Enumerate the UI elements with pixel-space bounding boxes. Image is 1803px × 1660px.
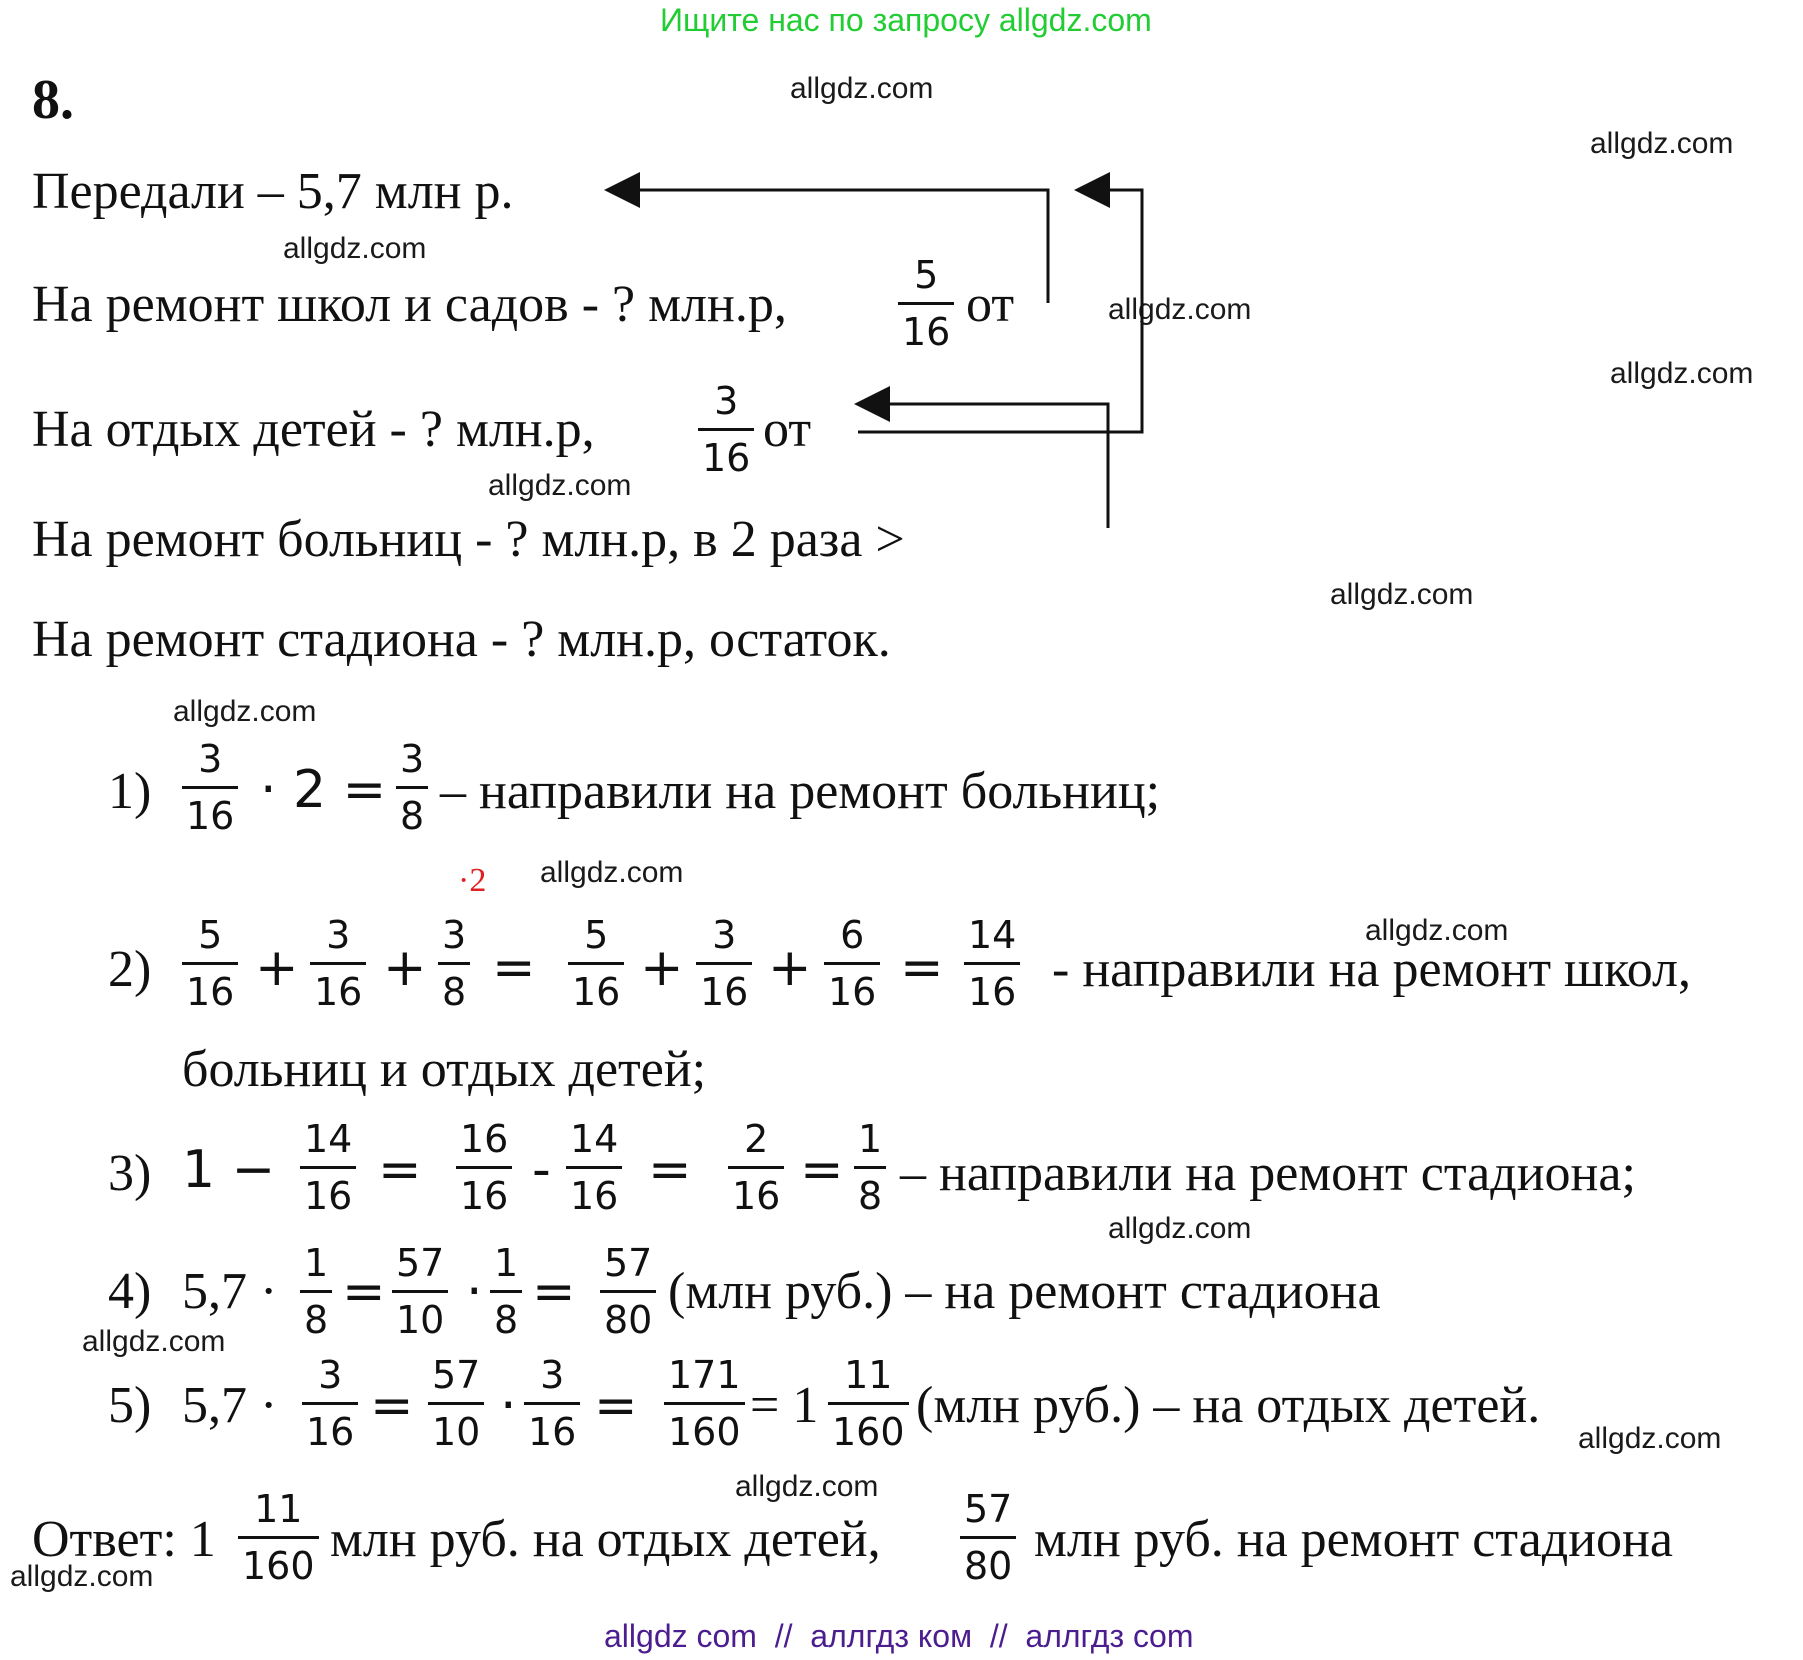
step1-mid: · 2 = [260, 760, 387, 820]
step5-text: (млн руб.) – на отдых детей. [916, 1377, 1541, 1434]
condition-schools: На ремонт школ и садов - ? млн.р, [32, 276, 787, 333]
multiplier-note: ·2 [458, 862, 487, 899]
step4-lead: 5,7 · [182, 1263, 278, 1320]
watermark: allgdz.com [1108, 293, 1252, 326]
footer-links: allgdz com // аллгдз ком // аллгдз com [604, 1618, 1194, 1654]
watermark: allgdz.com [283, 232, 427, 265]
fraction: $\frac{57}{10}$ [392, 1240, 448, 1343]
answer-mid: млн руб. на отдых детей, [330, 1511, 881, 1568]
fraction: $\frac{3}{16}$ [698, 378, 754, 481]
step3-text: – направили на ремонт стадиона; [900, 1145, 1636, 1202]
watermark: allgdz.com [1365, 914, 1509, 947]
equals-sign: = [532, 1262, 576, 1322]
watermark: allgdz.com [790, 72, 934, 105]
watermark: allgdz.com [1330, 578, 1474, 611]
equals-sign: = [594, 1376, 638, 1436]
watermark: allgdz.com [10, 1560, 154, 1593]
condition-hospitals: На ремонт больниц - ? млн.р, в 2 раза > [32, 511, 905, 568]
fraction: $\frac{6}{16}$ [824, 912, 880, 1015]
fraction: $\frac{11}{160}$ [238, 1486, 319, 1589]
plus-sign: + [383, 938, 427, 998]
step1-text: – направили на ремонт больниц; [440, 763, 1161, 820]
fraction: $\frac{171}{160}$ [664, 1352, 745, 1455]
step2-text-cont: больниц и отдых детей; [182, 1041, 707, 1098]
step2-text: - направили на ремонт школ, [1052, 941, 1691, 998]
plus-sign: + [640, 938, 684, 998]
fraction: $\frac{3}{16}$ [182, 736, 238, 839]
watermark: allgdz.com [540, 856, 684, 889]
equals-sign: = [648, 1140, 692, 1200]
condition-stadium: На ремонт стадиона - ? млн.р, остаток. [32, 611, 891, 668]
plus-sign: + [255, 938, 299, 998]
watermark: allgdz.com [173, 695, 317, 728]
fraction: $\frac{1}{8}$ [300, 1240, 332, 1343]
equals-sign: = [370, 1376, 414, 1436]
watermark: allgdz.com [1610, 357, 1754, 390]
fraction: $\frac{57}{80}$ [960, 1486, 1016, 1589]
search-banner: Ищите нас по запросу allgdz.com [660, 2, 1152, 38]
answer-tail: млн руб. на ремонт стадиона [1034, 1511, 1673, 1568]
watermark: allgdz.com [1108, 1212, 1252, 1245]
equals-sign: = [900, 938, 944, 998]
dot-sign: · [466, 1262, 483, 1322]
plus-sign: + [768, 938, 812, 998]
arrow-children-to-total [858, 190, 1142, 432]
fraction: $\frac{3}{8}$ [396, 736, 428, 839]
condition-children-from: от [763, 401, 812, 458]
step-label: 3) [108, 1145, 152, 1202]
watermark: allgdz.com [82, 1325, 226, 1358]
fraction: $\frac{14}{16}$ [300, 1116, 356, 1219]
step-label: 1) [108, 763, 152, 820]
equals-sign: = [800, 1140, 844, 1200]
fraction: $\frac{16}{16}$ [456, 1116, 512, 1219]
fraction: $\frac{14}{16}$ [566, 1116, 622, 1219]
dot-sign: · [500, 1376, 517, 1436]
step-label: 4) [108, 1263, 152, 1320]
fraction: $\frac{5}{16}$ [568, 912, 624, 1015]
watermark: allgdz.com [1578, 1422, 1722, 1455]
condition-total: Передали – 5,7 млн р. [32, 163, 514, 220]
fraction: $\frac{3}{8}$ [438, 912, 470, 1015]
equals-sign: = [342, 1262, 386, 1322]
equals-sign: = [492, 938, 536, 998]
fraction: $\frac{2}{16}$ [728, 1116, 784, 1219]
fraction: $\frac{5}{16}$ [182, 912, 238, 1015]
fraction: $\frac{3}{16}$ [524, 1352, 580, 1455]
fraction: $\frac{3}{16}$ [310, 912, 366, 1015]
fraction: $\frac{3}{16}$ [696, 912, 752, 1015]
condition-children: На отдых детей - ? млн.р, [32, 401, 595, 458]
equals-sign: = [378, 1140, 422, 1200]
arrow-hospitals-to-children [860, 404, 1108, 528]
fraction: $\frac{1}{8}$ [490, 1240, 522, 1343]
watermark: allgdz.com [488, 469, 632, 502]
watermark: allgdz.com [1590, 127, 1734, 160]
task-number: 8. [32, 69, 74, 131]
one-minus: 1 − [182, 1140, 276, 1200]
step-label: 5) [108, 1377, 152, 1434]
step4-text: (млн руб.) – на ремонт стадиона [668, 1263, 1381, 1320]
condition-schools-from: от [966, 276, 1015, 333]
watermark: allgdz.com [735, 1470, 879, 1503]
fraction: $\frac{14}{16}$ [964, 912, 1020, 1015]
fraction: $\frac{3}{16}$ [302, 1352, 358, 1455]
step5-lead: 5,7 · [182, 1377, 278, 1434]
minus-sign: - [532, 1140, 551, 1200]
answer-lead: Ответ: 1 [32, 1511, 216, 1568]
step5-eq-one: = 1 [750, 1377, 819, 1434]
fraction: $\frac{1}{8}$ [854, 1116, 886, 1219]
fraction: $\frac{11}{160}$ [828, 1352, 909, 1455]
arrow-schools-to-total [610, 190, 1048, 303]
fraction: $\frac{5}{16}$ [898, 252, 954, 355]
fraction: $\frac{57}{80}$ [600, 1240, 656, 1343]
step-label: 2) [108, 941, 152, 998]
fraction: $\frac{57}{10}$ [428, 1352, 484, 1455]
